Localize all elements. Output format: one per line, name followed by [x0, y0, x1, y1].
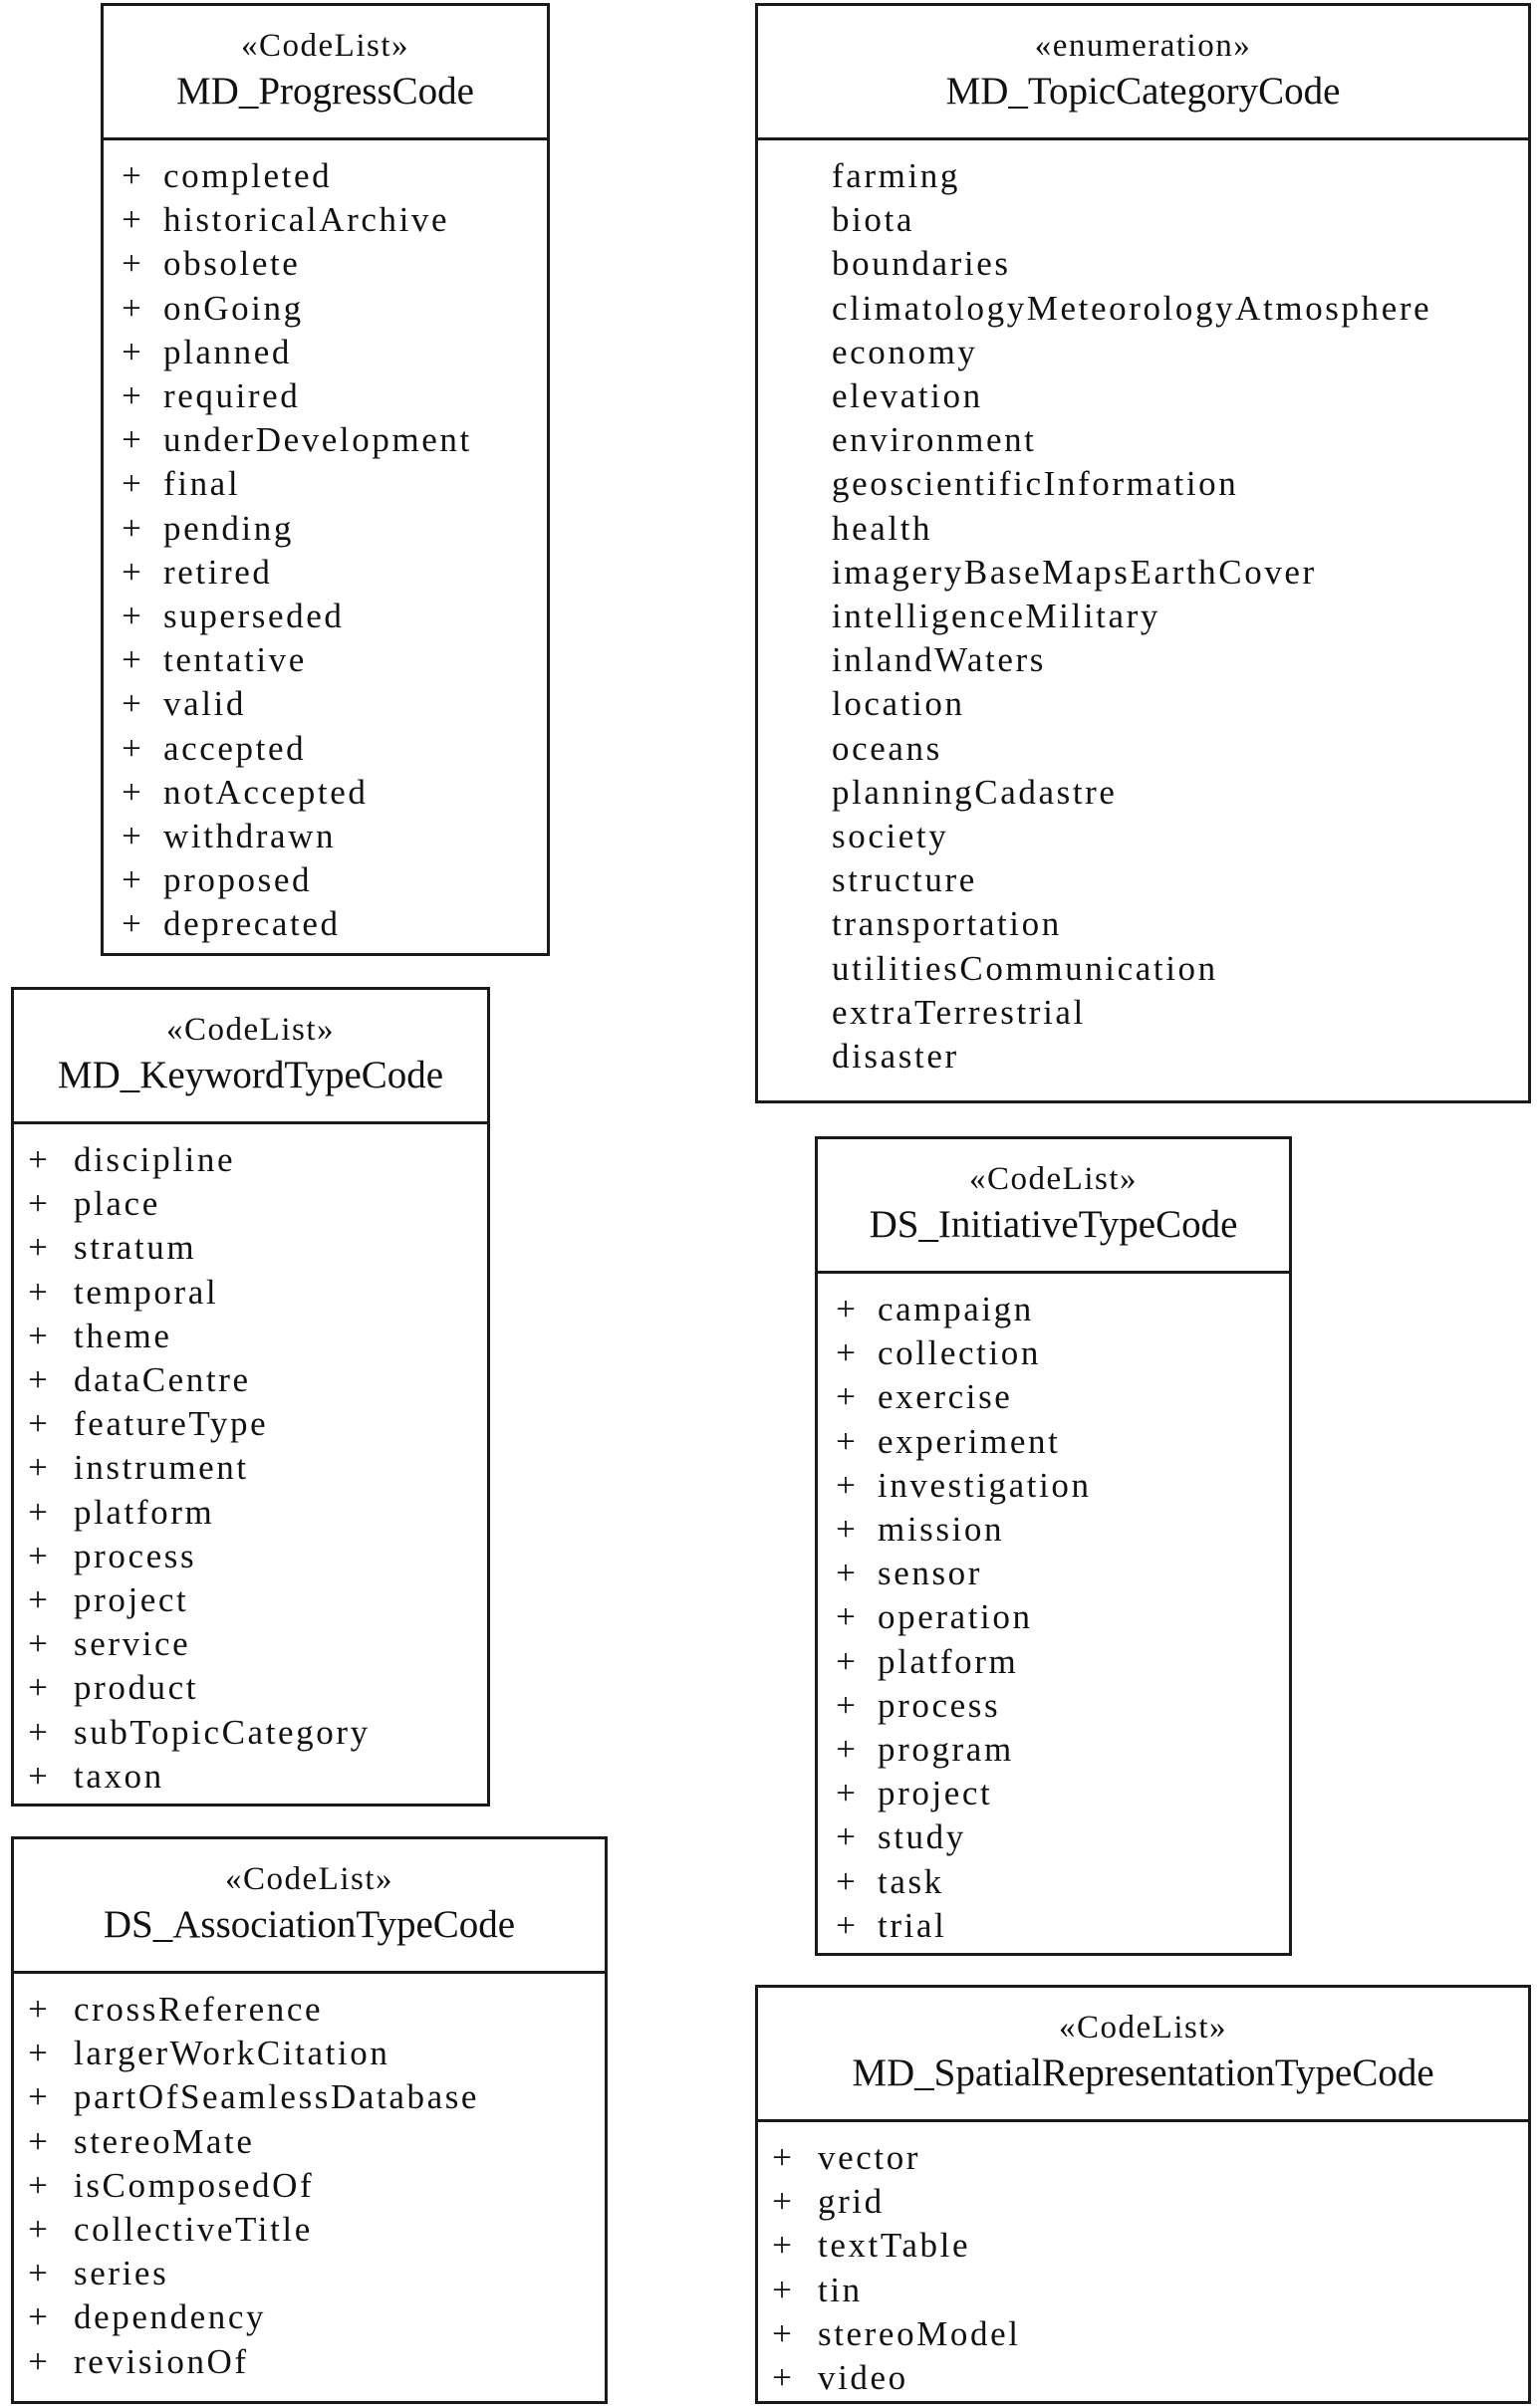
attribute-label: exercise [878, 1377, 1013, 1417]
attribute-label: project [74, 1580, 189, 1620]
visibility-public-marker: + [28, 1184, 48, 1224]
attribute-label: revisionOf [74, 2341, 249, 2381]
attribute-label: product [74, 1668, 199, 1708]
attribute-label: service [74, 1624, 191, 1664]
attribute-label: elevation [832, 376, 983, 416]
attribute-label: onGoing [163, 288, 304, 328]
attribute-label: subTopicCategory [74, 1712, 371, 1752]
attribute-label: biota [832, 200, 914, 240]
attribute-row [14, 1446, 487, 1490]
attribute-row [104, 242, 547, 286]
class-box-ds-associationtypecode[interactable] [11, 1836, 608, 2404]
attribute-label: process [878, 1685, 1001, 1725]
attribute-label: climatologyMeteorologyAtmosphere [832, 288, 1432, 328]
visibility-public-marker: + [28, 2034, 48, 2073]
class-name: DS_InitiativeTypeCode [869, 1203, 1238, 1246]
class-stereotype: «CodeList» [241, 28, 409, 64]
attribute-row [818, 1420, 1289, 1464]
class-attribute-list [758, 2122, 1528, 2400]
visibility-public-marker: + [28, 2121, 48, 2161]
attribute-row [758, 991, 1528, 1035]
attribute-label: obsolete [163, 244, 301, 284]
attribute-row [818, 1288, 1289, 1331]
attribute-row [758, 374, 1528, 418]
class-name: MD_TopicCategoryCode [945, 70, 1341, 113]
attribute-row [104, 331, 547, 374]
visibility-public-marker: + [836, 1685, 856, 1725]
attribute-row [14, 1271, 487, 1315]
visibility-public-marker: + [28, 1404, 48, 1444]
attribute-label: experiment [878, 1421, 1061, 1461]
attribute-row [758, 154, 1528, 198]
attribute-row [14, 1711, 487, 1755]
attribute-label: health [832, 508, 933, 548]
attribute-label: trial [878, 1905, 947, 1945]
attribute-label: project [878, 1774, 993, 1813]
attribute-row [14, 1622, 487, 1666]
attribute-label: farming [832, 156, 960, 195]
visibility-public-marker: + [122, 156, 141, 195]
class-header [104, 6, 547, 140]
attribute-row [818, 1728, 1289, 1772]
visibility-public-marker: + [836, 1290, 856, 1328]
class-attribute-list [14, 1124, 487, 1799]
attribute-label: instrument [74, 1448, 249, 1488]
attribute-label: pending [163, 508, 294, 548]
attribute-row [758, 507, 1528, 551]
visibility-public-marker: + [28, 1316, 48, 1355]
attribute-label: planningCadastre [832, 772, 1118, 812]
attribute-label: study [878, 1817, 966, 1857]
attribute-row [14, 1755, 487, 1799]
attribute-label: task [878, 1861, 944, 1901]
attribute-row [14, 1358, 487, 1402]
visibility-public-marker: + [836, 1817, 856, 1857]
attribute-label: inlandWaters [832, 640, 1046, 680]
attribute-row [14, 1315, 487, 1358]
visibility-public-marker: + [836, 1730, 856, 1770]
attribute-row [818, 1815, 1289, 1859]
attribute-row [818, 1595, 1289, 1639]
attribute-label: dataCentre [74, 1360, 251, 1400]
attribute-row [14, 2164, 605, 2208]
attribute-label: transportation [832, 904, 1062, 944]
attribute-row [104, 638, 547, 682]
attribute-label: featureType [74, 1404, 269, 1444]
attribute-label: boundaries [832, 244, 1011, 284]
attribute-row [758, 815, 1528, 858]
visibility-public-marker: + [122, 817, 141, 856]
visibility-public-marker: + [28, 1492, 48, 1532]
class-stereotype: «CodeList» [166, 1012, 335, 1048]
attribute-label: investigation [878, 1465, 1092, 1505]
attribute-row [104, 858, 547, 902]
attribute-label: oceans [832, 728, 942, 768]
attribute-label: location [832, 684, 965, 724]
attribute-label: completed [163, 156, 333, 195]
visibility-public-marker: + [28, 1536, 48, 1575]
visibility-public-marker: + [28, 1580, 48, 1620]
attribute-label: platform [74, 1492, 215, 1532]
attribute-row [14, 2032, 605, 2075]
attribute-label: dependency [74, 2297, 267, 2337]
attribute-label: isComposedOf [74, 2165, 315, 2205]
attribute-row [758, 551, 1528, 595]
attribute-row [758, 902, 1528, 946]
attribute-label: vector [818, 2138, 921, 2177]
attribute-row [758, 2269, 1528, 2312]
attribute-row [104, 507, 547, 551]
attribute-label: structure [832, 860, 977, 900]
attribute-label: platform [878, 1641, 1019, 1681]
class-header [758, 1988, 1528, 2122]
class-name: MD_KeywordTypeCode [57, 1054, 444, 1096]
attribute-label: crossReference [74, 1990, 324, 2029]
attribute-row [104, 418, 547, 462]
attribute-row [14, 1988, 605, 2032]
class-header [14, 1839, 605, 1974]
attribute-label: retired [163, 552, 273, 592]
visibility-public-marker: + [772, 2226, 792, 2266]
class-box-md-spatialrepresentationtypecode[interactable] [755, 1985, 1531, 2404]
class-name: DS_AssociationTypeCode [103, 1903, 516, 1946]
attribute-row [758, 858, 1528, 902]
visibility-public-marker: + [28, 1668, 48, 1708]
attribute-row [758, 331, 1528, 374]
visibility-public-marker: + [122, 288, 141, 328]
visibility-public-marker: + [28, 1624, 48, 1664]
visibility-public-marker: + [836, 1597, 856, 1637]
visibility-public-marker: + [122, 464, 141, 504]
class-stereotype: «enumeration» [1034, 28, 1252, 64]
attribute-row [818, 1375, 1289, 1419]
attribute-label: historicalArchive [163, 200, 450, 240]
attribute-row [104, 902, 547, 946]
attribute-label: economy [832, 332, 978, 371]
visibility-public-marker: + [122, 772, 141, 812]
visibility-public-marker: + [28, 1360, 48, 1400]
attribute-row [758, 771, 1528, 815]
visibility-public-marker: + [28, 1448, 48, 1488]
attribute-row [818, 1640, 1289, 1684]
attribute-label: environment [832, 420, 1037, 460]
attribute-label: superseded [163, 597, 345, 636]
attribute-row [758, 638, 1528, 682]
attribute-row [14, 1402, 487, 1446]
attribute-row [758, 242, 1528, 286]
attribute-label: required [163, 376, 301, 416]
attribute-row [758, 595, 1528, 638]
visibility-public-marker: + [28, 2297, 48, 2337]
attribute-label: operation [878, 1597, 1033, 1637]
visibility-public-marker: + [28, 1272, 48, 1312]
attribute-row [758, 727, 1528, 771]
attribute-row [14, 1182, 487, 1226]
visibility-public-marker: + [836, 1905, 856, 1945]
attribute-label: deprecated [163, 904, 341, 944]
attribute-label: campaign [878, 1290, 1034, 1328]
attribute-row [14, 2252, 605, 2295]
attribute-row [758, 1035, 1528, 1079]
attribute-label: largerWorkCitation [74, 2034, 390, 2073]
attribute-row [818, 1464, 1289, 1508]
attribute-label: sensor [878, 1554, 983, 1593]
attribute-label: notAccepted [163, 772, 369, 812]
attribute-row [758, 198, 1528, 242]
attribute-label: utilitiesCommunication [832, 948, 1218, 988]
attribute-row [818, 1552, 1289, 1595]
attribute-label: tin [818, 2270, 863, 2309]
visibility-public-marker: + [28, 2341, 48, 2381]
class-attribute-list [14, 1974, 605, 2384]
attribute-row [104, 374, 547, 418]
attribute-label: extraTerrestrial [832, 992, 1086, 1032]
attribute-label: theme [74, 1316, 172, 1355]
visibility-public-marker: + [122, 904, 141, 944]
class-header [818, 1139, 1289, 1274]
visibility-public-marker: + [122, 728, 141, 768]
attribute-row [818, 1684, 1289, 1728]
attribute-label: series [74, 2254, 169, 2293]
visibility-public-marker: + [836, 1641, 856, 1681]
attribute-row [758, 2136, 1528, 2180]
attribute-row [818, 1860, 1289, 1904]
attribute-row [758, 2224, 1528, 2268]
attribute-row [14, 1666, 487, 1710]
attribute-label: textTable [818, 2226, 971, 2266]
visibility-public-marker: + [28, 2077, 48, 2117]
attribute-label: collection [878, 1333, 1042, 1373]
visibility-public-marker: + [836, 1377, 856, 1417]
attribute-label: mission [878, 1510, 1005, 1550]
visibility-public-marker: + [122, 420, 141, 460]
attribute-label: taxon [74, 1756, 164, 1796]
attribute-label: geoscientificInformation [832, 464, 1239, 504]
visibility-public-marker: + [836, 1333, 856, 1373]
visibility-public-marker: + [122, 332, 141, 371]
visibility-public-marker: + [28, 2210, 48, 2250]
visibility-public-marker: + [836, 1510, 856, 1550]
attribute-label: accepted [163, 728, 307, 768]
attribute-row [818, 1772, 1289, 1815]
attribute-row [14, 1491, 487, 1535]
attribute-label: stereoMate [74, 2121, 255, 2161]
attribute-row [758, 287, 1528, 331]
class-stereotype: «CodeList» [969, 1161, 1138, 1197]
attribute-row [104, 551, 547, 595]
class-stereotype: «CodeList» [1059, 2010, 1227, 2046]
visibility-public-marker: + [836, 1465, 856, 1505]
visibility-public-marker: + [772, 2182, 792, 2222]
visibility-public-marker: + [28, 1228, 48, 1268]
visibility-public-marker: + [772, 2138, 792, 2177]
class-box-ds-initiativetypecode[interactable] [815, 1136, 1292, 1956]
attribute-label: discipline [74, 1140, 236, 1179]
visibility-public-marker: + [122, 200, 141, 240]
attribute-row [104, 287, 547, 331]
visibility-public-marker: + [122, 684, 141, 724]
attribute-row [758, 462, 1528, 506]
visibility-public-marker: + [122, 376, 141, 416]
attribute-row [104, 815, 547, 858]
attribute-row [14, 1138, 487, 1182]
visibility-public-marker: + [28, 2254, 48, 2293]
attribute-label: program [878, 1730, 1014, 1770]
class-header [14, 990, 487, 1124]
visibility-public-marker: + [836, 1861, 856, 1901]
attribute-row [104, 771, 547, 815]
attribute-label: planned [163, 332, 292, 371]
attribute-row [758, 2356, 1528, 2400]
attribute-label: proposed [163, 860, 313, 900]
attribute-label: intelligenceMilitary [832, 597, 1160, 636]
attribute-row [14, 2340, 605, 2384]
class-attribute-list [818, 1274, 1289, 1948]
attribute-row [104, 154, 547, 198]
class-attribute-list [758, 140, 1528, 1079]
visibility-public-marker: + [836, 1421, 856, 1461]
visibility-public-marker: + [122, 597, 141, 636]
attribute-label: valid [163, 684, 246, 724]
attribute-row [14, 2208, 605, 2252]
attribute-label: grid [818, 2182, 885, 2222]
attribute-label: stereoModel [818, 2313, 1021, 2353]
visibility-public-marker: + [28, 1990, 48, 2029]
class-header [758, 6, 1528, 140]
attribute-label: withdrawn [163, 817, 337, 856]
class-box-md-topiccategorycode[interactable] [755, 3, 1531, 1103]
attribute-row [818, 1331, 1289, 1375]
visibility-public-marker: + [122, 640, 141, 680]
attribute-row [14, 2075, 605, 2119]
attribute-row [104, 595, 547, 638]
attribute-row [758, 682, 1528, 726]
class-name: MD_SpatialRepresentationTypeCode [852, 2051, 1434, 2094]
visibility-public-marker: + [836, 1554, 856, 1593]
attribute-label: imageryBaseMapsEarthCover [832, 552, 1317, 592]
visibility-public-marker: + [772, 2313, 792, 2353]
visibility-public-marker: + [122, 860, 141, 900]
attribute-row [104, 198, 547, 242]
attribute-row [14, 1535, 487, 1578]
class-name: MD_ProgressCode [176, 70, 474, 113]
attribute-label: stratum [74, 1228, 197, 1268]
visibility-public-marker: + [772, 2270, 792, 2309]
attribute-row [104, 682, 547, 726]
visibility-public-marker: + [772, 2358, 792, 2398]
attribute-row [104, 727, 547, 771]
attribute-row [818, 1904, 1289, 1948]
attribute-label: partOfSeamlessDatabase [74, 2077, 480, 2117]
attribute-row [758, 418, 1528, 462]
attribute-label: underDevelopment [163, 420, 472, 460]
visibility-public-marker: + [122, 552, 141, 592]
visibility-public-marker: + [836, 1774, 856, 1813]
visibility-public-marker: + [28, 1712, 48, 1752]
visibility-public-marker: + [28, 1756, 48, 1796]
class-box-md-progresscode[interactable] [101, 3, 550, 956]
attribute-row [104, 462, 547, 506]
attribute-row [14, 2120, 605, 2164]
attribute-label: collectiveTitle [74, 2210, 313, 2250]
visibility-public-marker: + [122, 508, 141, 548]
attribute-row [818, 1508, 1289, 1552]
attribute-label: video [818, 2358, 908, 2398]
attribute-label: temporal [74, 1272, 219, 1312]
class-stereotype: «CodeList» [225, 1861, 393, 1897]
attribute-row [14, 2295, 605, 2339]
class-attribute-list [104, 140, 547, 947]
attribute-row [14, 1226, 487, 1270]
attribute-label: disaster [832, 1037, 959, 1077]
attribute-label: place [74, 1184, 160, 1224]
attribute-label: society [832, 817, 949, 856]
attribute-label: final [163, 464, 241, 504]
attribute-row [14, 1578, 487, 1622]
visibility-public-marker: + [28, 1140, 48, 1179]
attribute-row [758, 2312, 1528, 2356]
visibility-public-marker: + [122, 244, 141, 284]
attribute-row [758, 947, 1528, 991]
attribute-label: process [74, 1536, 197, 1575]
visibility-public-marker: + [28, 2165, 48, 2205]
attribute-label: tentative [163, 640, 307, 680]
attribute-row [758, 2180, 1528, 2224]
class-box-md-keywordtypecode[interactable] [11, 987, 490, 1806]
